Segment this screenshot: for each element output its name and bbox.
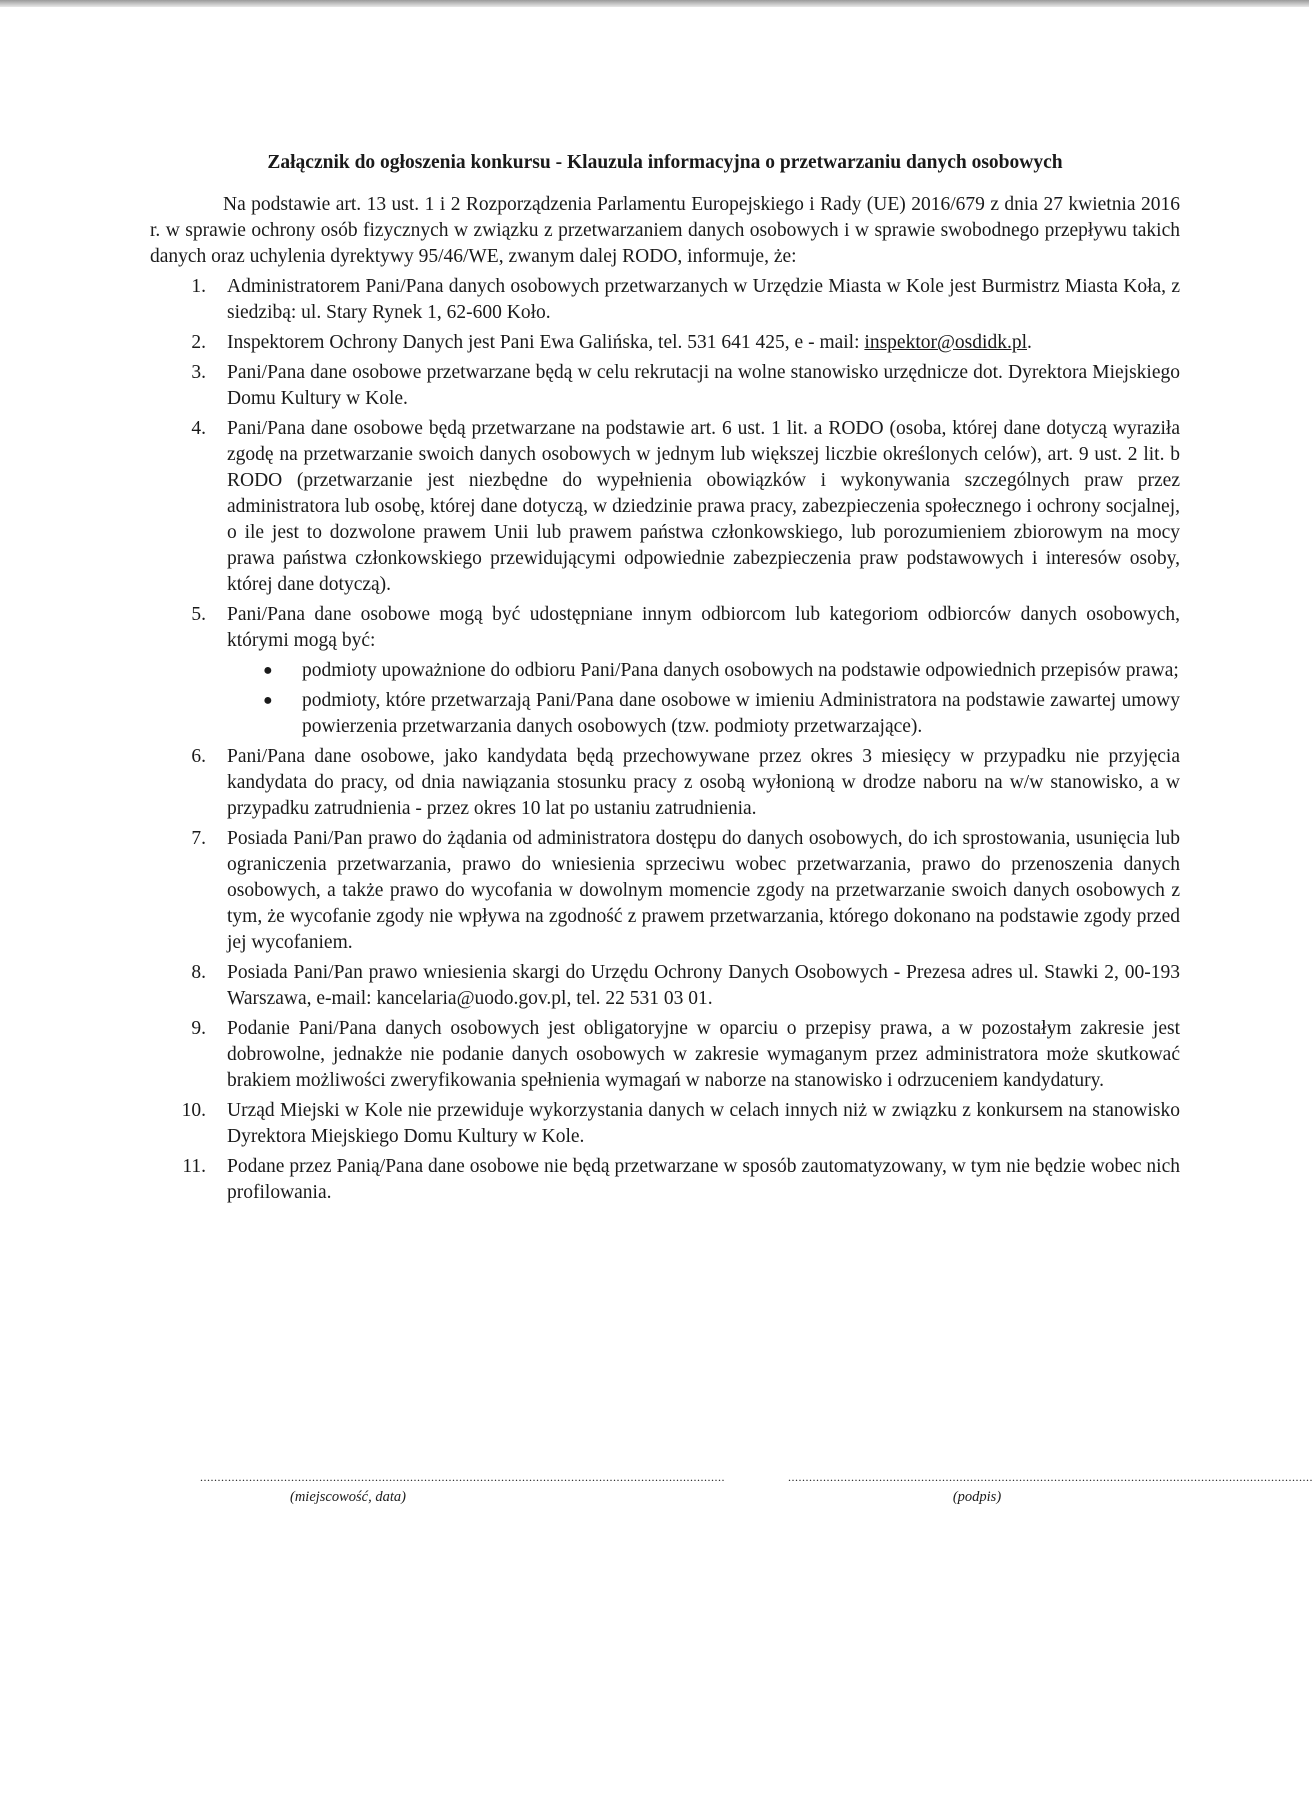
clause-number: 9.	[191, 1018, 206, 1039]
recipient-item	[227, 688, 1180, 740]
clause-number: 7.	[191, 828, 206, 849]
signature-field	[788, 1470, 1313, 1508]
clauses-list	[150, 274, 1180, 1206]
place-date-caption: (miejscowość, data)	[290, 1489, 406, 1505]
bullet-icon: ●	[263, 692, 273, 709]
clause-4	[150, 416, 1180, 598]
clause-5	[150, 602, 1180, 740]
clause-text: Podane przez Panią/Pana dane osobowe nie będą przetwarzane w sposób zautomatyzowany, w tym nie będzie wobec nich profilowania.	[227, 1156, 1180, 1203]
document-title: Załącznik do ogłoszenia konkursu - Klauzula informacyjna o przetwarzaniu danych osobowych	[267, 152, 1063, 173]
clause-text: Podanie Pani/Pana danych osobowych jest obligatoryjne w oparciu o przepisy prawa, a w pozostałym zakresie jest dobrowolne, jednakże nie podanie danych osobowych w zakresie wymaganym przez administratora może skutkować brakiem możliwości zweryfikowania spełnienia wymagań w naborze na stanowisko i odrzuceniem kandydatury.	[227, 1018, 1180, 1091]
signature-area	[150, 1470, 1313, 1520]
clause-suffix: .	[1027, 332, 1032, 353]
clause-number: 3.	[191, 362, 206, 383]
clause-text: Posiada Pani/Pan prawo wniesienia skargi do Urzędu Ochrony Danych Osobowych - Prezesa adres ul. Stawki 2, 00-193 Warszawa, e-mail: kancelaria@uodo.gov.pl, tel. 22 531 03 01.	[227, 962, 1180, 1009]
recipients-list	[227, 658, 1180, 740]
clause-text: Inspektorem Ochrony Danych jest Pani Ewa Galińska, tel. 531 641 425, e - mail:	[227, 332, 865, 353]
clause-2	[150, 330, 1180, 356]
clause-number: 8.	[191, 962, 206, 983]
recipient-text: podmioty upoważnione do odbioru Pani/Pana danych osobowych na podstawie odpowiednich przepisów prawa;	[302, 660, 1179, 681]
clause-7	[150, 826, 1180, 956]
intro-paragraph: Na podstawie art. 13 ust. 1 i 2 Rozporządzenia Parlamentu Europejskiego i Rady (UE) 2016/679 z dnia 27 kwietnia 2016 r. w sprawie ochrony osób fizycznych w związku z przetwarzaniem danych osobowych i w sprawie swobodnego przepływu takich danych oraz uchylenia dyrektywy 95/46/WE, zwanym dalej RODO, informuje, że:	[150, 194, 1180, 267]
clause-number: 10.	[181, 1100, 206, 1121]
recipient-item	[227, 658, 1180, 684]
recipient-text: podmioty, które przetwarzają Pani/Pana dane osobowe w imieniu Administratora na podstawie zawartej umowy powierzenia przetwarzania danych osobowych (tzw. podmioty przetwarzające).	[302, 690, 1180, 737]
signature-caption: (podpis)	[952, 1489, 1002, 1505]
clause-11	[150, 1154, 1180, 1206]
bullet-icon: ●	[263, 662, 273, 679]
clause-number: 1.	[191, 276, 206, 297]
clause-text: Pani/Pana dane osobowe będą przetwarzane na podstawie art. 6 ust. 1 lit. a RODO (osoba, której dane dotyczą wyraziła zgodę na przetwarzanie swoich danych osobowych w jednym lub większej liczbie określonych celów), art. 9 ust. 2 lit. b RODO (przetwarzanie jest niezbędne do wypełnienia obowiązków i wykonywania szczególnych praw przez administratora lub osobę, której dane dotyczą, w dziedzinie prawa pracy, zabezpieczenia społecznego i ochrony socjalnej, o ile jest to dozwolone prawem Unii lub prawem państwa członkowskiego, lub porozumieniem zbiorowym na mocy prawa państwa członkowskiego przewidującymi odpowiednie zabezpieczenia praw podstawowych i interesów osoby, której dane dotyczą).	[227, 418, 1180, 595]
place-date-line: ......................................................................................................................................................	[200, 1470, 725, 1484]
signature-line: ......................................................................................................................................................	[788, 1470, 1313, 1484]
scan-top-edge	[0, 0, 1309, 7]
clause-number: 6.	[191, 746, 206, 767]
clause-text: Pani/Pana dane osobowe, jako kandydata będą przechowywane przez okres 3 miesięcy w przypadku nie przyjęcia kandydata do pracy, od dnia nawiązania stosunku pracy z osobą wyłonioną w drodze naboru na w/w stanowisko, a w przypadku zatrudnienia - przez okres 10 lat po ustaniu zatrudnienia.	[227, 746, 1180, 819]
clause-number: 11.	[182, 1156, 206, 1177]
clause-1	[150, 274, 1180, 326]
clause-8	[150, 960, 1180, 1012]
clause-number: 2.	[191, 332, 206, 353]
clause-text: Pani/Pana dane osobowe mogą być udostępniane innym odbiorcom lub kategoriom odbiorców danych osobowych, którymi mogą być:	[227, 604, 1180, 651]
clause-text: Urząd Miejski w Kole nie przewiduje wykorzystania danych w celach innych niż w związku z konkursem na stanowisko Dyrektora Miejskiego Domu Kultury w Kole.	[227, 1100, 1180, 1147]
clause-text: Posiada Pani/Pan prawo do żądania od administratora dostępu do danych osobowych, do ich sprostowania, usunięcia lub ograniczenia przetwarzania, prawo do wniesienia sprzeciwu wobec przetwarzania, prawo do przenoszenia danych osobowych, a także prawo do wycofania w dowolnym momencie zgody na przetwarzanie swoich danych osobowych z tym, że wycofanie zgody nie wpływa na zgodność z prawem przetwarzania, którego dokonano na podstawie zgody przed jej wycofaniem.	[227, 828, 1180, 953]
document-page	[150, 150, 1313, 1505]
clause-3	[150, 360, 1180, 412]
clause-6	[150, 744, 1180, 822]
clause-text: Administratorem Pani/Pana danych osobowych przetwarzanych w Urzędzie Miasta w Kole jest Burmistrz Miasta Koła, z siedzibą: ul. Stary Rynek 1, 62-600 Koło.	[227, 276, 1180, 323]
clause-number: 4.	[191, 418, 206, 439]
clause-number: 5.	[191, 604, 206, 625]
clause-9	[150, 1016, 1180, 1094]
place-date-field	[200, 1470, 725, 1508]
inspector-email-link[interactable]: inspektor@osdidk.pl	[864, 332, 1027, 353]
clause-text: Pani/Pana dane osobowe przetwarzane będą w celu rekrutacji na wolne stanowisko urzędnicze dot. Dyrektora Miejskiego Domu Kultury w Kole.	[227, 362, 1180, 409]
clause-10	[150, 1098, 1180, 1150]
